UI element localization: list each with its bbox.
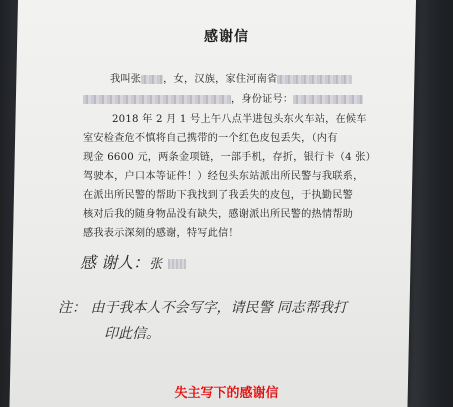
letter-line-3: 2018 年 2 月 1 号上午八点半进包头东火车站，在候车	[112, 114, 367, 125]
letter-line-7: 在派出所民警的帮助下我找到了我丢失的皮包，于执勤民警	[83, 190, 354, 201]
line-1-start: 我叫张	[110, 74, 142, 85]
redacted-id-number	[293, 95, 363, 104]
letter-title: 感谢信	[204, 29, 249, 45]
line-1-middle: ，女，汉族，家住河南省	[163, 74, 278, 85]
note-line-2: 印此信。	[104, 326, 160, 342]
line-2-middle: ，身份证号：	[231, 94, 294, 105]
letter-line-8: 核对后我的随身物品没有缺失，感谢派出所民警的热情帮助	[83, 209, 354, 220]
note-line-1: 注： 由于我本人不会写字，请民警 同志帮我打	[58, 300, 347, 316]
signature-line	[80, 250, 186, 273]
letter-line-9: 感我表示深刻的感谢，特写此信！	[83, 228, 239, 239]
letter-line-6: 驾驶本，户口本等证件！）经包头东站派出所民警与我联系，	[83, 171, 364, 182]
redacted-address	[277, 75, 352, 84]
redacted-address-continued	[83, 95, 231, 104]
image-caption: 失主写下的感谢信	[174, 386, 279, 401]
signature-initial: 张	[149, 257, 163, 272]
letter-line-4: 室安检查危不慎将自己携带的一个红色皮包丢失，（内有	[83, 133, 338, 144]
signature-label: 感 谢人：	[80, 253, 150, 272]
redacted-name	[141, 75, 163, 84]
letter-line-1	[110, 70, 352, 85]
letter-line-2	[83, 90, 363, 105]
letter-line-5: 现金 6600 元，两条金项链，一部手机，存折，银行卡（4 张）	[83, 152, 377, 163]
letter-paper	[9, 0, 416, 407]
redacted-signature	[168, 259, 186, 269]
